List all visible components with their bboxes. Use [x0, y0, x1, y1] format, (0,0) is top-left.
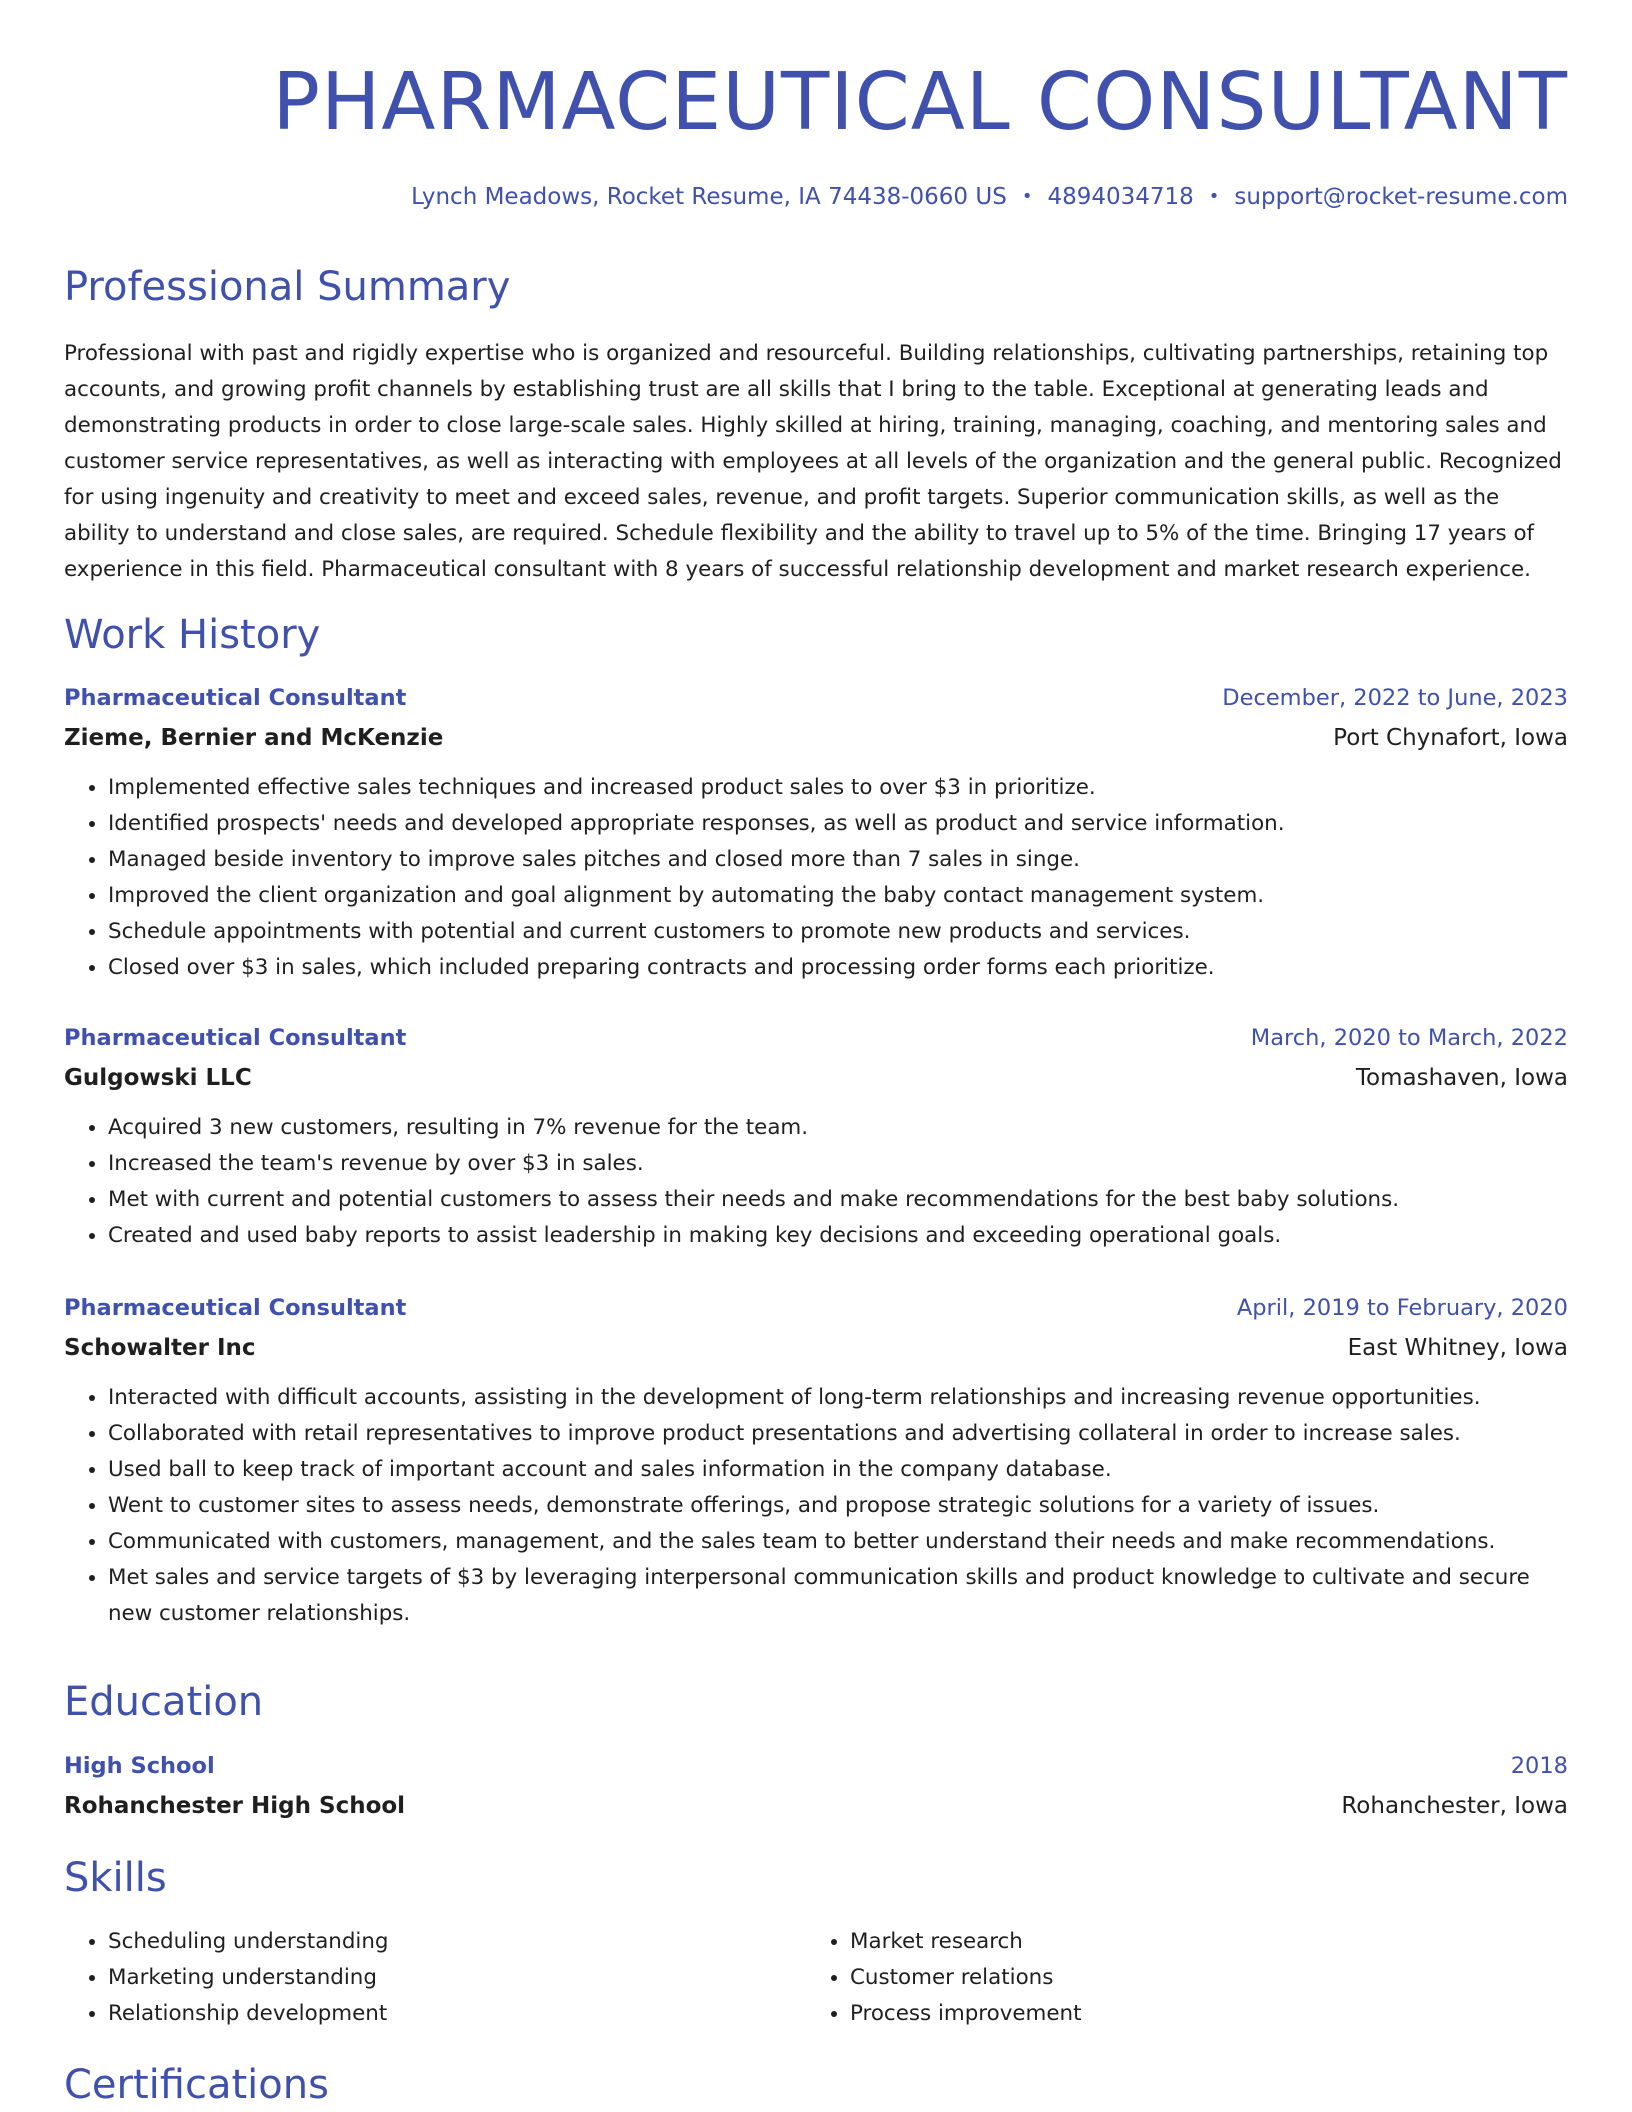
education-school-row	[64, 1786, 1568, 1826]
job-bullet: • Increased the team's revenue by over $3 in sales.	[108, 1146, 1568, 1182]
job-bullet: • Schedule appointments with potential and current customers to promote new products and services.	[108, 914, 1568, 950]
job-bullet: • Communicated with customers, management, and the sales team to better understand their needs and make recommendations.	[108, 1524, 1568, 1560]
education-degree: High School	[64, 1753, 215, 1779]
job-title-row	[64, 678, 1568, 718]
skill-item: • Relationship development	[108, 1996, 389, 2032]
job-dates: April, 2019 to February, 2020	[1236, 1295, 1568, 1321]
job-dates: March, 2020 to March, 2022	[1250, 1025, 1568, 1051]
job-location: Tomashaven, Iowa	[1355, 1065, 1568, 1091]
summary-heading: Professional Summary	[64, 264, 511, 310]
job-bullet: • Created and used baby reports to assist leadership in making key decisions and exceeding operational goals.	[108, 1218, 1568, 1254]
education-location: Rohanchester, Iowa	[1341, 1793, 1568, 1819]
skill-item: • Customer relations	[850, 1960, 1081, 1996]
job-bullet: • Collaborated with retail representatives to improve product presentations and advertising collateral in order to increase sales.	[108, 1416, 1568, 1452]
job-company: Schowalter Inc	[64, 1335, 256, 1361]
job-company-row	[64, 1328, 1568, 1368]
skills-column	[806, 1924, 1081, 2032]
education-entry	[64, 1746, 1568, 1826]
job-bullet: • Interacted with difficult accounts, assisting in the development of long-term relationships and increasing revenue opportunities.	[108, 1380, 1568, 1416]
job-bullets	[64, 770, 1568, 986]
job-bullet: • Implemented effective sales techniques and increased product sales to over $3 in prioritize.	[108, 770, 1568, 806]
job-company: Zieme, Bernier and McKenzie	[64, 725, 444, 751]
education-heading: Education	[64, 1679, 264, 1725]
education-school: Rohanchester High School	[64, 1793, 406, 1819]
job-bullet: • Met sales and service targets of $3 by leveraging interpersonal communication skills and product knowledge to cultivate and secure new customer relationships.	[108, 1560, 1568, 1632]
job-entry	[64, 1288, 1568, 1632]
contact-address: Lynch Meadows, Rocket Resume, IA 74438-0660 US	[411, 184, 1007, 210]
job-bullet: • Acquired 3 new customers, resulting in 7% revenue for the team.	[108, 1110, 1568, 1146]
certifications-heading: Certifications	[64, 2062, 329, 2108]
work-history-heading: Work History	[64, 612, 321, 658]
job-title-row	[64, 1018, 1568, 1058]
contact-email[interactable]: support@rocket-resume.com	[1234, 184, 1568, 210]
education-degree-row	[64, 1746, 1568, 1786]
job-company-row	[64, 718, 1568, 758]
job-company: Gulgowski LLC	[64, 1065, 252, 1091]
education-year: 2018	[1510, 1753, 1568, 1779]
skills-column	[64, 1924, 389, 2032]
job-title: Pharmaceutical Consultant	[64, 1295, 407, 1321]
job-entry	[64, 1018, 1568, 1254]
summary-text: Professional with past and rigidly expertise who is organized and resourceful. Building relationships, cultivating partnerships, retaining top accounts, and growing profit channels by establishing trust are all skills that I bring to the table. Exceptional at generating leads and demonstrating products in order to close large-scale sales. Highly skilled at hiring, training, managing, coaching, and mentoring sales and customer service representatives, as well as interacting with employees at all levels of the organization and the general public. Recognized for using ingenuity and creativity to meet and exceed sales, revenue, and profit targets. Superior communication skills, as well as the ability to understand and close sales, are required. Schedule flexibility and the ability to travel up to 5% of the time. Bringing 17 years of experience in this field. Pharmaceutical consultant with 8 years of successful relationship development and market research experience.	[64, 341, 1562, 582]
job-title: Pharmaceutical Consultant	[64, 685, 407, 711]
job-title-row	[64, 1288, 1568, 1328]
job-bullet: • Identified prospects' needs and developed appropriate responses, as well as product and service information.	[108, 806, 1568, 842]
job-title: Pharmaceutical Consultant	[64, 1025, 407, 1051]
job-bullet: • Improved the client organization and goal alignment by automating the baby contact management system.	[108, 878, 1568, 914]
job-bullet: • Managed beside inventory to improve sales pitches and closed more than 7 sales in singe.	[108, 842, 1568, 878]
candidate-name: PHARMACEUTICAL CONSULTANT	[272, 56, 1568, 148]
job-location: Port Chynafort, Iowa	[1333, 725, 1568, 751]
job-bullet: • Met with current and potential customers to assess their needs and make recommendations for the best baby solutions.	[108, 1182, 1568, 1218]
job-company-row	[64, 1058, 1568, 1098]
skill-item: • Process improvement	[850, 1996, 1081, 2032]
skill-item: • Market research	[850, 1924, 1081, 1960]
skill-item: • Scheduling understanding	[108, 1924, 389, 1960]
contact-line	[411, 181, 1568, 213]
job-bullet: • Closed over $3 in sales, which included preparing contracts and processing order forms each prioritize.	[108, 950, 1568, 986]
job-bullet: • Used ball to keep track of important account and sales information in the company database.	[108, 1452, 1568, 1488]
job-entry	[64, 678, 1568, 986]
job-location: East Whitney, Iowa	[1347, 1335, 1568, 1361]
job-bullet: • Went to customer sites to assess needs, demonstrate offerings, and propose strategic solutions for a variety of issues.	[108, 1488, 1568, 1524]
skill-item: • Marketing understanding	[108, 1960, 389, 1996]
job-bullets	[64, 1110, 1568, 1254]
contact-separator: •	[1021, 186, 1033, 207]
job-bullets	[64, 1380, 1568, 1632]
contact-phone: 4894034718	[1047, 184, 1194, 210]
contact-separator: •	[1208, 186, 1220, 207]
skills-heading: Skills	[64, 1855, 167, 1901]
job-dates: December, 2022 to June, 2023	[1222, 685, 1568, 711]
